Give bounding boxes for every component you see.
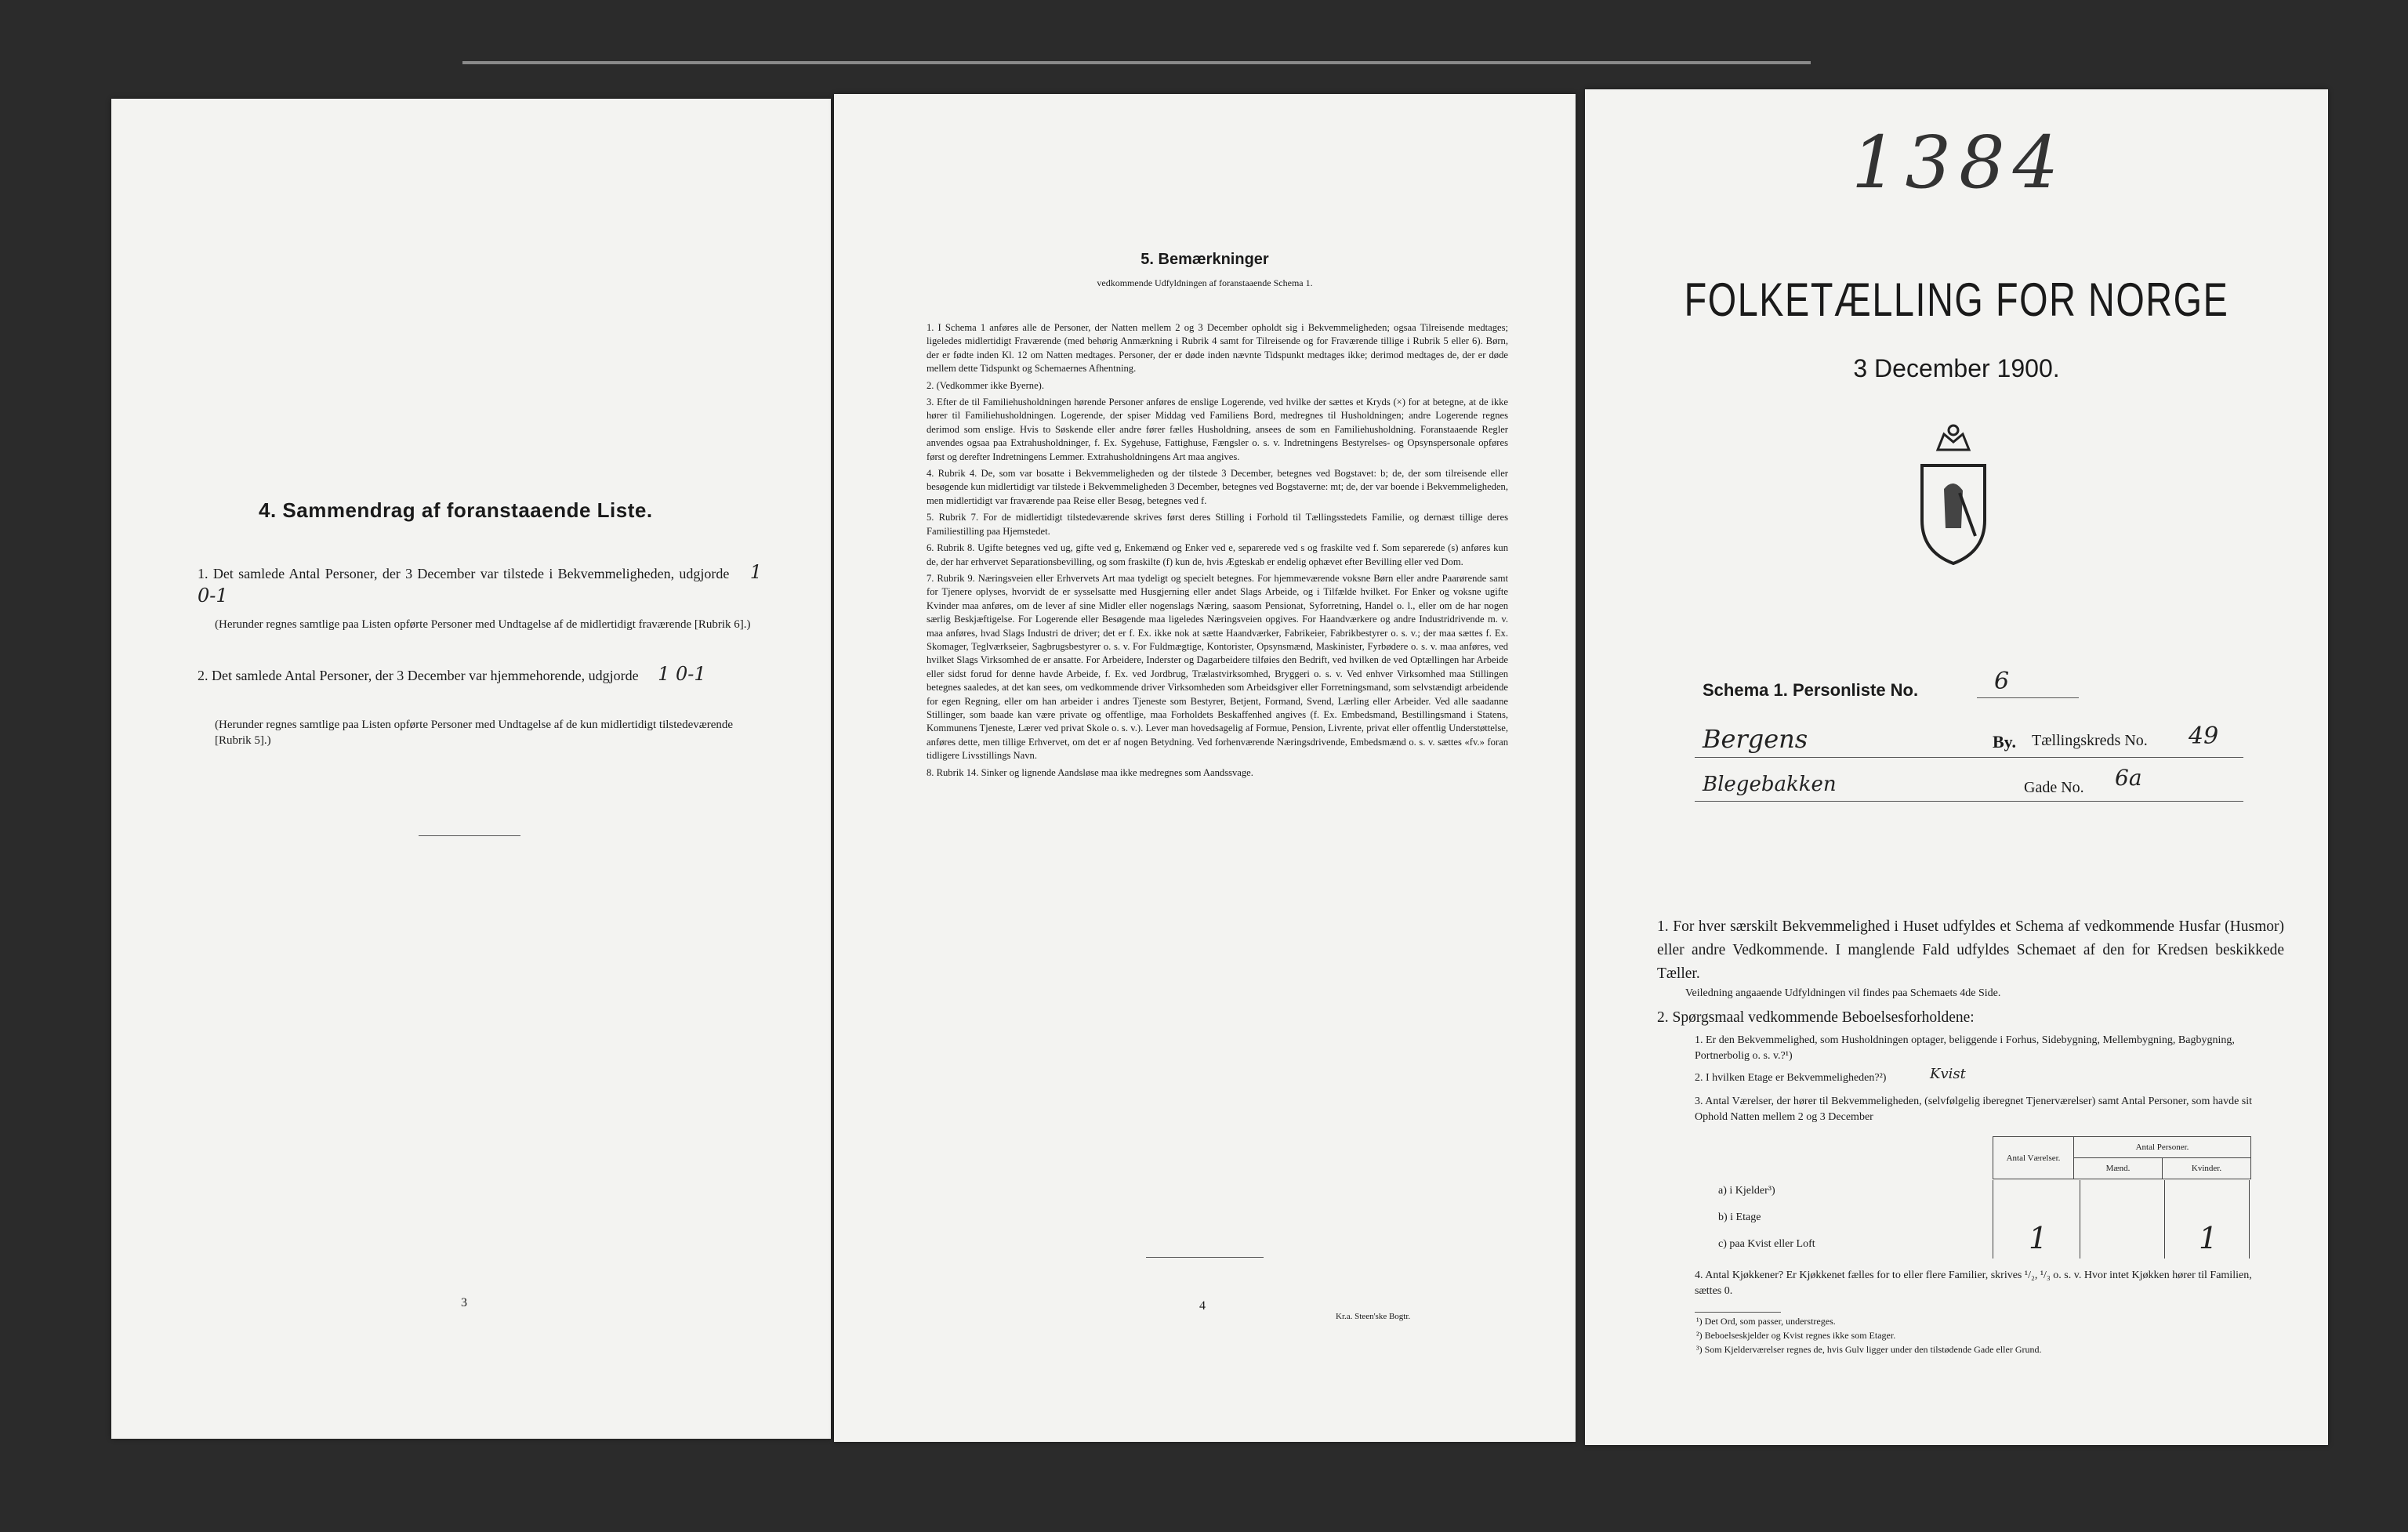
remark-item: 5. Rubrik 7. For de midlertidigt tilstedeværende skrives først deres Stilling i Forhold til Tællingsstedets Familie, og dernæst tillige deres Familiestilling paa Hjemstedet. [927,512,1508,537]
attic-rooms-value: 1 [2029,1221,2048,1255]
table-body-frame [1993,1180,2250,1259]
footnote-1: ¹) Det Ord, som passer, understreges. [1696,1316,1836,1327]
underline [1977,697,2079,698]
header-persons: Antal Personer. [2074,1137,2251,1158]
district-number: 49 [2189,723,2219,750]
row-label-floor: b) i Etage [1718,1211,1761,1223]
norway-coat-of-arms-icon [1906,418,2000,567]
page-cover [1585,89,2328,1445]
underline [1695,801,2243,802]
archive-handwritten-number: 1384 [1851,121,2067,205]
page-remarks [834,94,1576,1442]
remark-item: 3. Efter de til Familiehusholdningen hørende Personer anføres de enslige Logerende, ved hvilke der sættes et Kryds (×) for at betegne, at de ikke hører til Familiehusholdningen. Logerende, der spiser Middag ved Familiens Bord, medregnes til Husholdningen; andre Logerende regnes derimod som enslige. Hvis to Søskende eller andre fører fælles Husholdning, ansees de som en Familiehusholdning. Foranstaaende Regler anvendes ogsaa paa Extrahusholdninger, f. Ex. Sygehuse, Fattighuse, Fængsler o. s. v. Indretningens Bestyrelses- og Opsynspersonale opføres først og derefter Indretningens Lemmer. Extrahusholdningens Art maa angives. [927,397,1508,462]
remark-item: 4. Rubrik 4. De, som var bosatte i Bekvemmeligheden og der tilstede 3 December, betegnes ved Bogstavet: b; de, der som tilreisende eller besøgende kun midlertidigt var tilstede i Bekvemmeligheden 3 December, betegnes ved Bogstaverne: mt; de, der var boende i Bekvemmeligheden, men midlertidigt var fraværende paa Reise eller Besøg, betegnes ved f. [927,468,1508,506]
remarks-list [927,321,1508,783]
remark-item: 2. (Vedkommer ikke Byerne). [927,379,1045,391]
attic-women-value: 1 [2199,1221,2218,1255]
item2-handwritten: 1 0-1 [658,663,706,685]
divider [419,835,520,836]
street-handwritten: Blegebakken [1703,773,1837,796]
header-women: Kvinder. [2163,1158,2251,1179]
row-label-cellar: a) i Kjelder³) [1718,1185,1775,1197]
rooms-table [1993,1136,2251,1179]
footnote-3: ³) Som Kjelderværelser regnes de, hvis Gulv ligger under den tilstødende Gade eller Grund. [1696,1344,2042,1355]
underline [1695,757,2243,758]
floor-handwritten: Kvist [1930,1066,1966,1082]
page-number: 3 [461,1296,467,1309]
summary-note-2: (Herunder regnes samtlige paa Listen opførte Personer med Undtagelse af de kun midlertidigt tilstedeværende [Rubrik 5].) [215,719,734,747]
summary-item-2: 2. Det samlede Antal Personer, der 3 December var hjemmehorende, udgjorde 1 0-1 [198,663,706,685]
item1-handwritten: 1 0-1 [198,561,763,607]
remark-item: 8. Rubrik 14. Sinker og lignende Aandsløse maa ikke medregnes som Aandssvage. [927,766,1253,778]
remarks-title: 5. Bemærkninger [1141,251,1269,268]
section-title: 4. Sammendrag af foranstaaende Liste. [259,498,653,522]
question-1: 1. Er den Bekvemmelighed, som Husholdningen optager, beliggende i Forhus, Sidebygning, Mellembygning, Bagbygning, Portnerbolig o. s. v.?¹) [1695,1034,2235,1062]
summary-note-1: (Herunder regnes samtlige paa Listen opførte Personer med Undtagelse af de midlertidigt fraværende [Rubrik 6].) [215,618,751,631]
row-label-attic: c) paa Kvist eller Loft [1718,1238,1815,1250]
instruction-2: 2. Spørgsmaal vedkommende Beboelsesforholdene: [1657,1009,1975,1026]
header-men: Mænd. [2074,1158,2163,1179]
remarks-subtitle: vedkommende Udfyldningen af foranstaaende Schema 1. [1097,277,1313,288]
district-label: Tællingskreds No. [2032,732,2148,749]
footnote-2: ²) Beboelseskjelder og Kvist regnes ikke som Etager. [1696,1330,1896,1341]
remark-item: 7. Rubrik 9. Næringsveien eller Erhvervets Art maa tydeligt og specielt betegnes. For hjemmeværende voksne Børn eller andre Paarørende samt for Tjenere oplyses, hvorvidt de er sysselsatte med Husgjerning eller andet Slags Arbeide, og i Tilfælde hvilket. For Enker og voksne ugifte Kvinder maa anføres, om de lever af sine Midler eller nogenslags Næring, saasom Pensionat, Syforretning, Handel o. l., eller om de har nogen særlig Beskjæftigelse. For Logerende eller Besøgende maa ligeledes Næringsveien opgives. For Haandværkere og andre Industridrivende m. v. maa anføres, hvad Slags Industri de driver; det er f. Ex. ikke nok at sætte Haandværker, Fabrikeier, Fabrikbestyrer o. s. v.; der maa sættes f. Ex. Skomager, Teglværkseier, Sagbrugsbestyrer o. s. v. For Fuldmægtige, Kontorister, Opsynsmænd, Maskinister, Fyrbødere o. s. v. maa anføres, ved hvilket Slags Virksomhed de er ansatte. For Arbeidere, Inderster og Dagarbeidere tilføies den Bedrift, ved hvilken de ved Optællingen har Arbeide eller sidst forud for denne havde Arbeide, f. Ex. ved Jordbrug, Trælastvirksomhed, Bryggeri o. s. v. Ved enhver Virksomhed maa Stillingen betegnes saaledes, at det kan sees, om vedkommende driver Virksomheden som Arbeidsgiver eller Forretningsmand, som selvstændigt arbeidende for egen Regning, eller om han arbeider i andres Tjeneste som Bestyrer, Betjent, Formand, Svend, Lærling eller Arbeider. Ved alle saadanne Stillinger, som baade kan være private og offentlige, maa Forholdets Beskaffenhed angives (f. Ex. Embedsmand, Bestillingsmand i Statens, Kommunens Tjeneste, Lærer ved privat Skole o. s. v.). Lever man hovedsagelig af Formue, Pension, Livrente, privat eller offentlig Understøttelse, anføres dette, men tillige Erhvervet, om det er af nogen Betydning. Ved forhenværende Næringsdrivende, Embedsmænd o. s. v. sættes «fv.» foran tidligere Livsstillings Navn. [927,572,1508,762]
scan-edge-line [462,61,1811,64]
city-label: By. [1993,732,2016,752]
summary-item-1: 1. Det samlede Antal Personer, der 3 December var tilstede i Bekvemmeligheden, udgjorde 1 0-1 [198,561,763,607]
footnote-divider [1695,1312,1781,1313]
document-title: FOLKETÆLLING FOR NORGE [1684,273,2229,326]
remark-item: 6. Rubrik 8. Ugifte betegnes ved ug, gifte ved g, Enkemænd og Enker ved e, separerede ved s og fraskilte ved f. Som separerede (s) anføres kun de, der har erhvervet Separationsbevilling, og som fraskilte (f) kun de, hvis Ægteskab er endelig ophævet efter Bevilling eller ved Dom. [927,542,1508,567]
instruction-1: 1. For hver særskilt Bekvemmelighed i Huset udfyldes et Schema af vedkommende Husfar (Husmor) eller andre Vedkommende. I manglende Fald udfyldes Schemaet af den for Kredsen beskikkede Tæller. [1657,918,2284,982]
street-number: 6a [2115,765,2142,791]
schema-label: Schema 1. Personliste No. [1703,680,1919,700]
remark-item: 1. I Schema 1 anføres alle de Personer, der Natten mellem 2 og 3 December opholdt sig i Bekvemmeligheden; ogsaa Tilreisende medtages; ligeledes midlertidigt Fraværende (med behørig Anmærkning i Rubrik 4 samt for Tilreisende og for Fraværende tillige i Rubrik 5 eller 6). Børn, der er fødte inden Kl. 12 om Natten medtages. Personer, der er døde inden nævnte Tidspunkt medtages ikke; derimod medtages de, der er døde mellem dette Tidspunkt og Schemaernes Afhentning. [927,322,1508,375]
question-4: 4. Antal Kjøkkener? Er Kjøkkenet fælles for to eller flere Familier, skrives ¹/₂, ¹/₃ o. s. v. Hvor intet Kjøkken hører til Familien, sættes 0. [1695,1269,2252,1297]
street-label: Gade No. [2024,779,2084,796]
question-3: 3. Antal Værelser, der hører til Bekvemmeligheden, (selvfølgelig iberegnet Tjenerværelser) samt Antal Personer, som havde sit Ophold Natten mellem 2 og 3 December [1695,1096,2253,1123]
city-handwritten: Bergens [1703,724,1808,754]
divider [1146,1257,1264,1258]
instruction-1-note: Veiledning angaaende Udfyldningen vil findes paa Schemaets 4de Side. [1685,987,2001,999]
header-rooms: Antal Værelser. [1993,1137,2074,1179]
schema-number: 6 [1994,668,2010,695]
census-date: 3 December 1900. [1853,354,2060,382]
page-number: 4 [1199,1299,1206,1313]
printer-credit: Kr.a. Steen'ske Bogtr. [1336,1312,1411,1321]
page-summary [111,99,831,1439]
question-2: 2. I hvilken Etage er Bekvemmeligheden?²) [1695,1072,1887,1084]
